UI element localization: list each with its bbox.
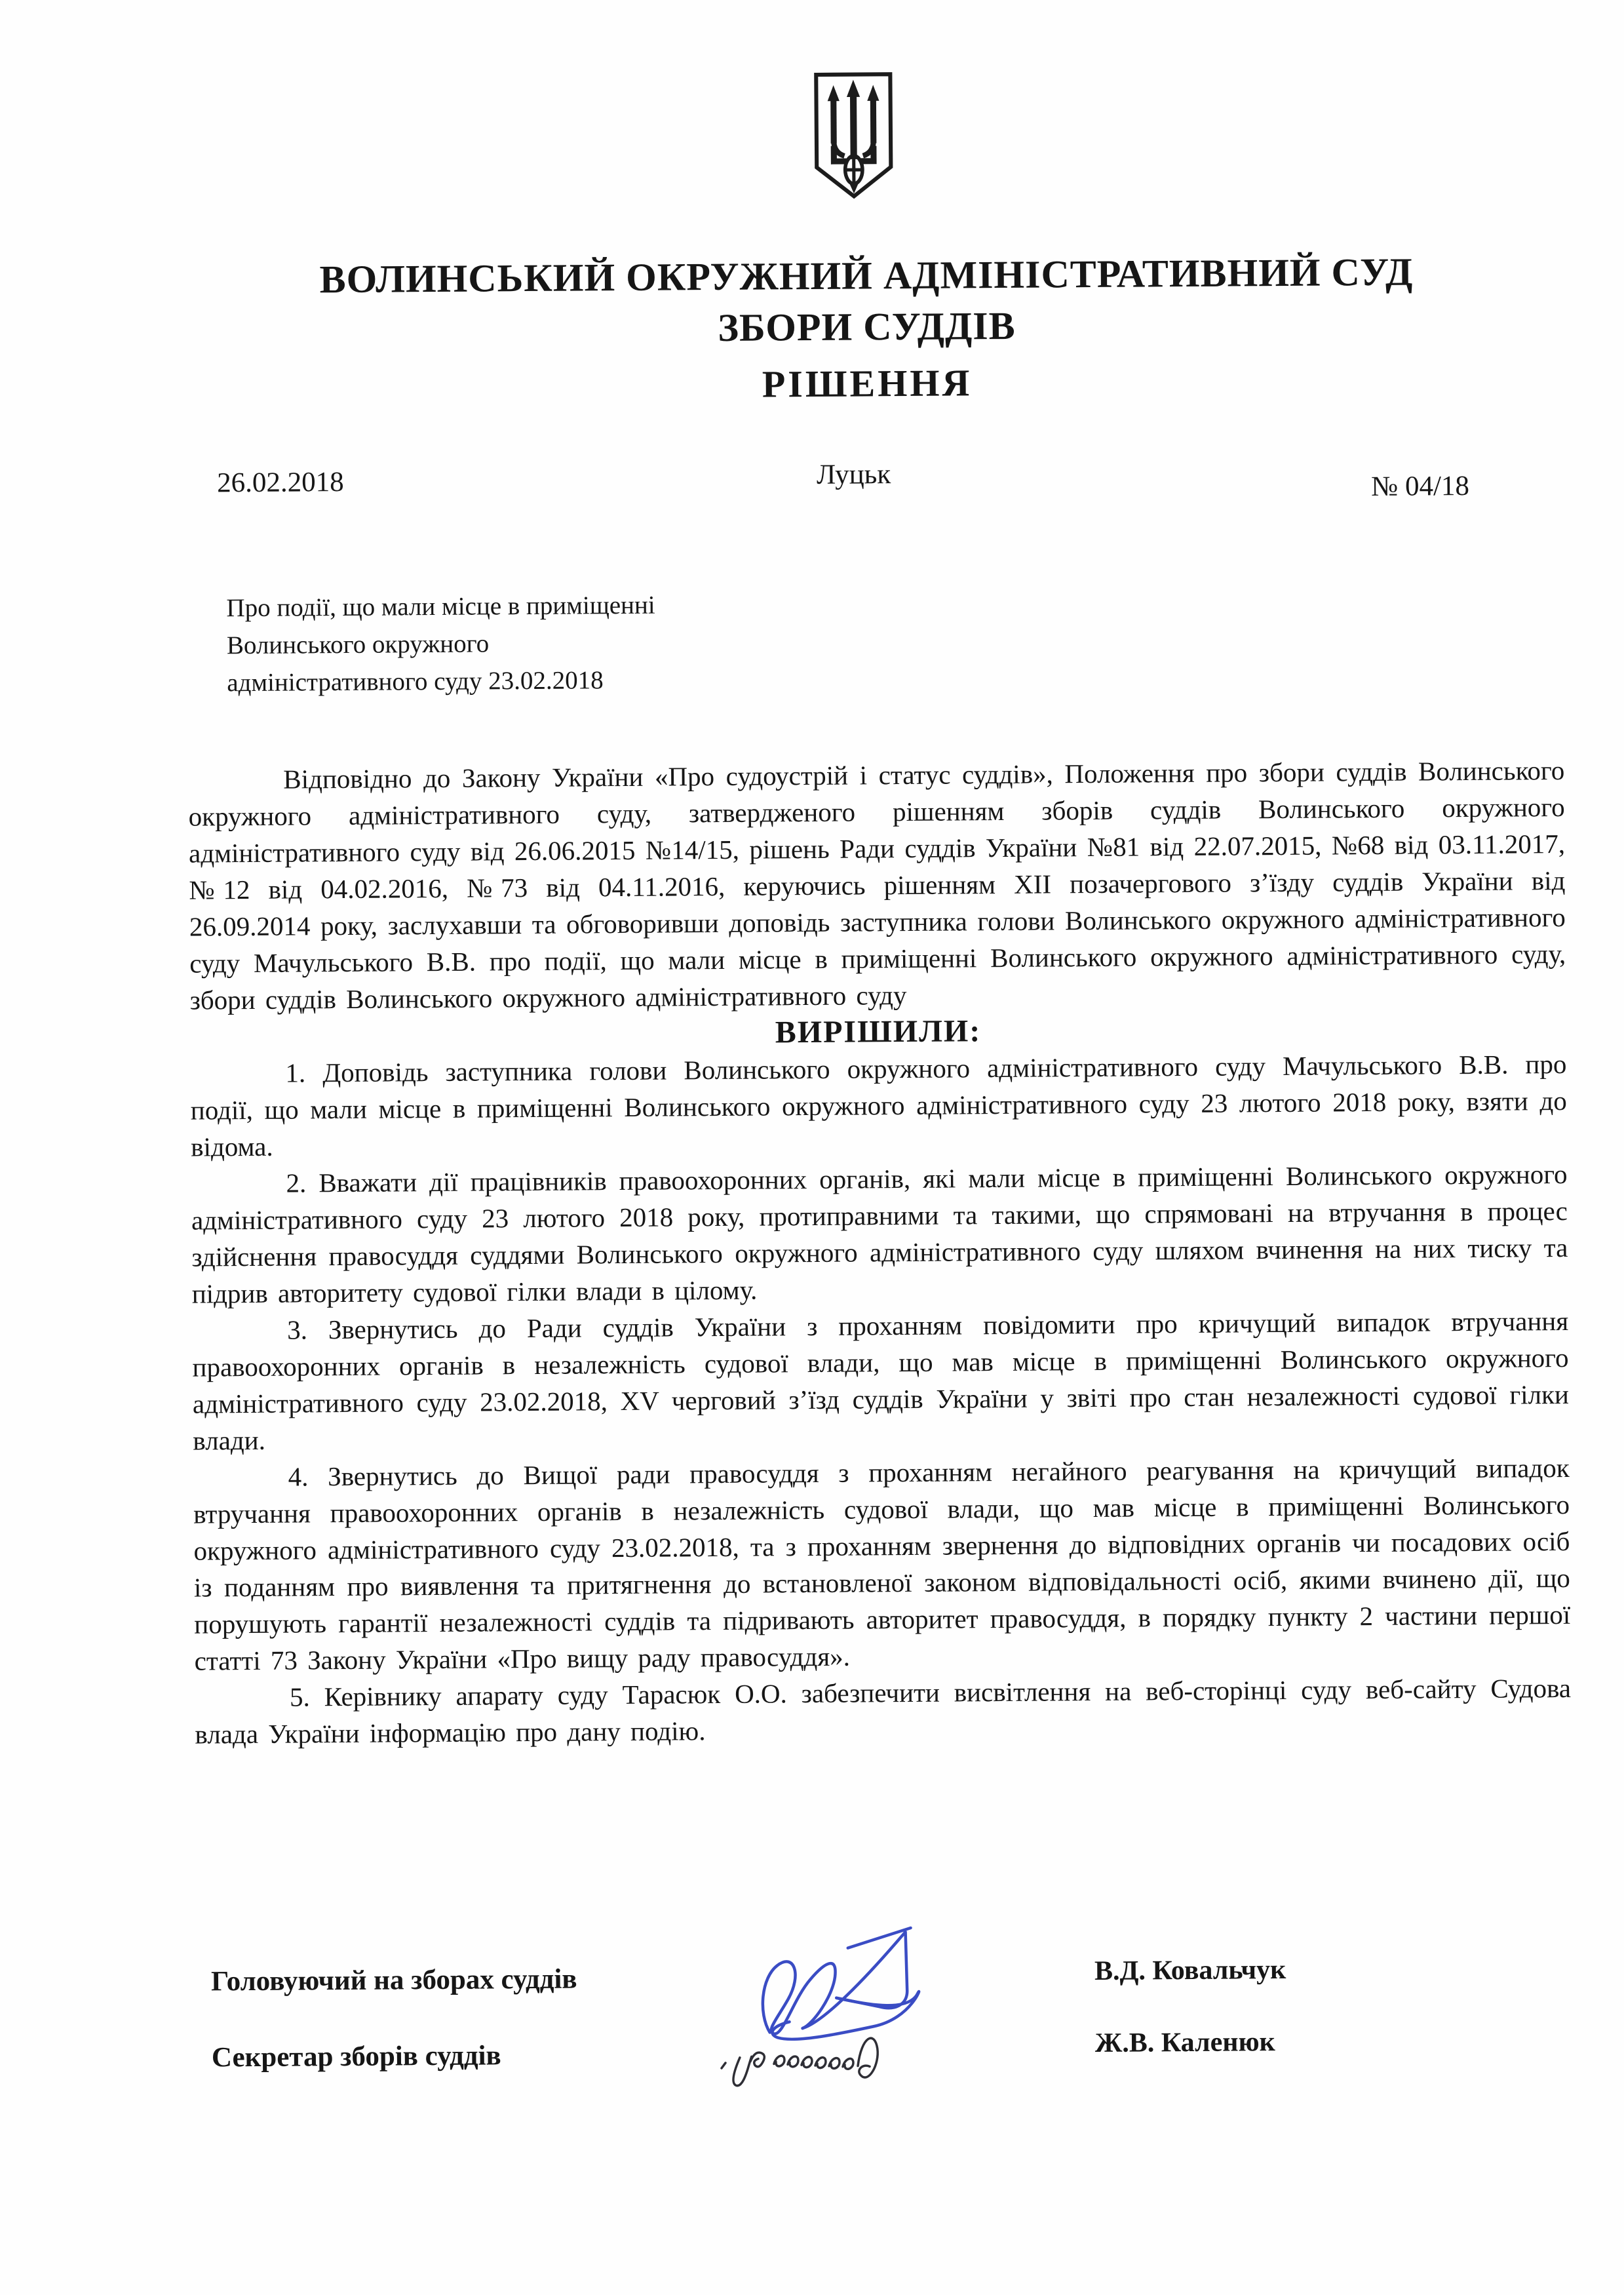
resolution-item-2: 2. Вважати дії працівників правоохоронних органів, які мали місце в приміщенні Волинського окружного адміністративного суду 23 лютого 2018 року, протиправними та такими, що спрямовані на втручання в процес здійснення правосуддя суддями Волинського окружного адміністративного суду шляхом вчинення на них тиску та підрив авторитету судової гілки влади в цілому. [191,1158,1568,1309]
secretary-signature-dark-ink-icon [713,2017,923,2100]
subject-line: Про події, що мали місце в приміщенні [226,591,655,623]
decision-date: 26.02.2018 [216,466,344,499]
signature-role-chairman: Головуючий на зборах суддів [210,1963,577,1997]
assembly-name: ЗБОРИ СУДДІВ [718,304,1016,349]
signature-name-kovalchuk: В.Д. Ковальчук [1094,1954,1286,1987]
decision-body [188,752,1572,1753]
subject-block [226,583,1046,701]
subject-line: Волинського окружного [226,629,490,660]
court-name: ВОЛИНСЬКИЙ ОКРУЖНИЙ АДМІНІСТРАТИВНИЙ СУД [319,250,1414,302]
document-type-title: РІШЕННЯ [762,361,973,406]
ukraine-trident-coat-of-arms-icon [806,69,901,202]
resolved-heading: ВИРІШИЛИ: [775,1013,982,1050]
signature-role-secretary: Секретар зборів суддів [211,2040,501,2073]
decision-city: Луцьк [816,459,891,490]
signature-name-kaleniuk: Ж.В. Каленюк [1094,2027,1275,2059]
resolution-item-5: 5. Керівнику апарату суду Тарасюк О.О. забезпечити висвітлення на веб-сторінці суду веб-сайту Судова влада України інформацію про дану подію. [195,1672,1572,1750]
resolution-item-4: 4. Звернутись до Вищої ради правосуддя з проханням негайного реагування на кричущий випадок втручання правоохоронних органів в незалежність судової влади, що мав місце в приміщенні Волинського окружного адміністративного суду 23.02.2018, та з проханням звернення до відповідних органів чи посадових осіб із поданням про виявлення та притягнення до встановленої законом відповідальності осіб, якими вчинено дії, що порушують гарантії незалежності суддів та підривають авторитет правосуддя, в порядку пункту 2 частини першої статті 73 Закону України «Про вищу раду правосуддя». [193,1452,1571,1676]
decision-number: № 04/18 [1371,470,1470,503]
resolution-item-3: 3. Звернутись до Ради суддів України з проханням повідомити про кричущий випадок втручання правоохоронних органів в незалежність судової влади, що мав місце в приміщенні Волинського окружного адміністративного суду 23.02.2018, XV черговий з’їзд суддів України у звіті про стан незалежності судової гілки влади. [192,1305,1570,1456]
court-header [191,245,1542,357]
subject-line: адміністративного суду 23.02.2018 [227,666,604,697]
resolution-item-1: 1. Доповідь заступника голови Волинського окружного адміністративного суду Мачульського В.В. про події, що мали місце в приміщенні Волинського окружного адміністративного суду 23 лютого 2018 року, взяти до відома. [190,1048,1567,1162]
intro-paragraph: Відповідно до Закону України «Про судоустрій і статус суддів», Положення про збори суддів Волинського окружного адміністративного суду, затвердженого рішенням зборів суддів Волинського окружного адміністративного суду від 26.06.2015 №14/15, рішень Ради суддів України №81 від 22.07.2015, №68 від 03.11.2017, №12 від 04.02.2016, №73 від 04.11.2016, керуючись рішенням XII позачергового з’їзду суддів України від 26.09.2014 року, заслухавши та обговоривши доповідь заступника голови Волинського окружного адміністративного суду Мачульського В.В. про події, що мали місце в приміщенні Волинського окружного адміністративного суду, збори суддів Волинського окружного адміністративного суду [188,755,1566,1015]
